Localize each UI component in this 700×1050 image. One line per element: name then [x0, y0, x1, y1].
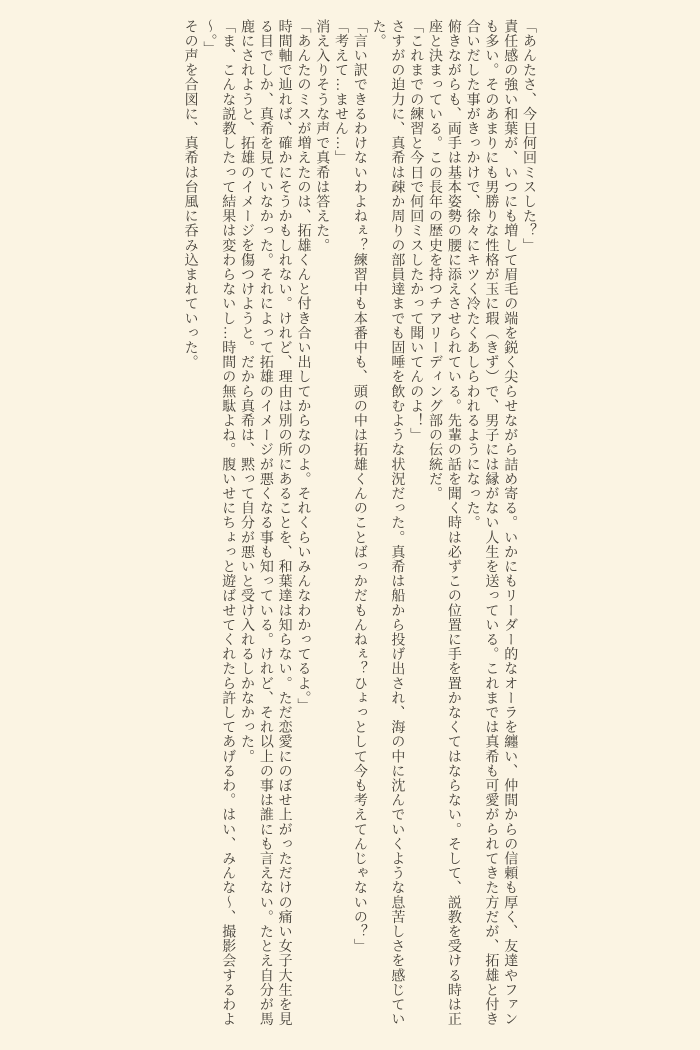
narration-paragraph: 責任感の強い和葉が、いつにも増して眉毛の端を鋭く尖らせながら詰め寄る。いかにもリーダー的なオーラを纏い、仲間からの信頼も厚く、友達やファンも多い。そのあまりにも男勝りな性格が玉に瑕（きず）で、男子には縁がない人生を送っている。これまでは真希も可愛がられてきた方だが、拓雄と付き合いだした事がきっかけで、徐々にキツく冷たくあしらわれるようになった。 — [464, 19, 518, 1027]
narration-paragraph: さすがの迫力に、真希は疎か周りの部員達までも固唾を飲むような状況だった。真希は船から投げ出され、海の中に沈んでいくような息苦しさを感じていた。 — [370, 19, 405, 1027]
narration-paragraph: その声を合図に、真希は台風に呑み込まれていった。 — [182, 19, 198, 370]
narration-paragraph: 消え入りそうな声で真希は答えた。 — [314, 19, 330, 253]
story-text-block — [180, 19, 537, 1031]
dialogue-paragraph: 「あんたさ、今日何回ミスした？」 — [521, 19, 536, 253]
dialogue-paragraph: 「ま、こんな説教したって結果は変わらないし…時間の無駄よね。腹いせにちょっと遊ばせてくれたら許してあげるわ。はい、みんな～、撮影会するわよ～。」 — [201, 19, 236, 1027]
narration-paragraph: 時間軸で辿れば、確かにそうかもしれない。けれど、理由は別の所にあることを、和葉達は知らない。ただ恋愛にのぼせ上がっただけの痛い女子大生を見る目でしか、真希を見ていなかった。それによって拓雄のイメージが悪くなる事も知っている。けれど、それ以上の事は誰にも言えない。たとえ自分が馬鹿にされようと、拓雄のイメージを傷つけようと。だから真希は、黙って自分が悪いと受け入れるしかなかった。 — [239, 19, 292, 1027]
dialogue-paragraph: 「これまでの練習と今日で何回ミスしたかって聞いてんのよ！」 — [408, 19, 424, 443]
dialogue-paragraph: 「あんたのミスが増えたのは、拓雄くんと付き合い出してからなのよ。それくらいみんなわかってるよ。」 — [295, 19, 311, 713]
dialogue-paragraph: 「言い訳できるわけないわよねぇ？練習中も本番中も、頭の中は拓雄くんのことばっかだもんねぇ？ひょっとして今も考えてんじゃないの？」 — [351, 19, 367, 954]
dialogue-paragraph: 「考えて…ません…」 — [333, 19, 349, 165]
narration-paragraph: 俯きながらも、両手は基本姿勢の腰に添えさせられている。先輩の話を聞く時は必ずこの位置に手を置かなくてはならない。そして、説教を受ける時は正座と決まっている。この長年の歴史を持つチアリーディング部の伝統だ。 — [427, 19, 461, 1027]
